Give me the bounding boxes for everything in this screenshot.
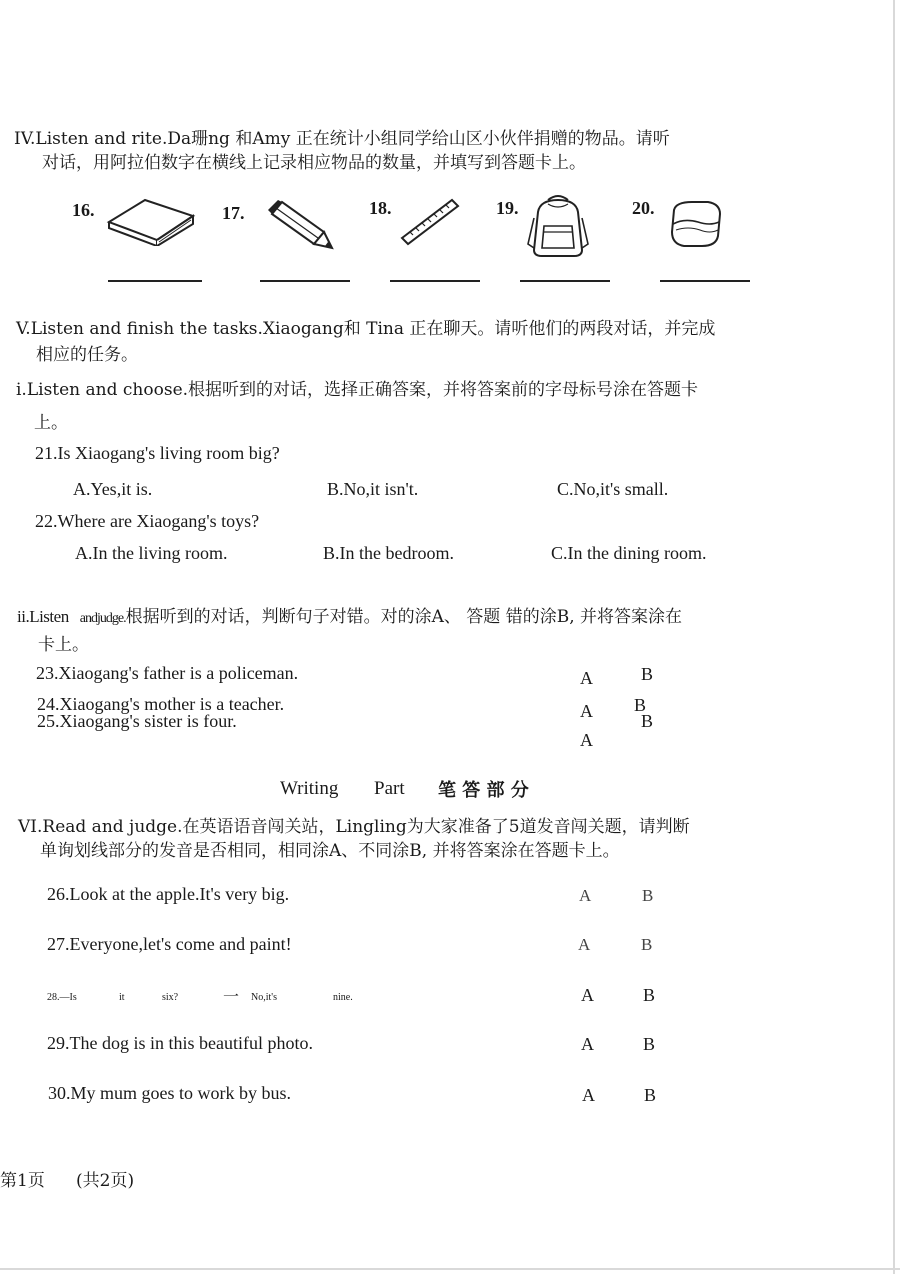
question-26-option-b[interactable]: B	[642, 886, 654, 905]
ruler-icon	[400, 198, 460, 246]
pencil-icon	[266, 198, 336, 250]
question-25: 25.Xiaogang's sister is four.	[37, 711, 237, 731]
book-icon	[105, 194, 197, 246]
question-30-option-a[interactable]: A	[582, 1085, 595, 1105]
part-i-instruction-line2: 上。	[34, 413, 68, 433]
question-26-option-a[interactable]: A	[579, 886, 592, 905]
writing-title-cn: 笔 答 部 分	[438, 780, 529, 801]
question-30: 30.My mum goes to work by bus.	[48, 1083, 291, 1103]
question-21-option-c[interactable]: C.No,it's small.	[557, 479, 669, 499]
question-23-option-b[interactable]: B	[641, 664, 654, 684]
question-21-option-b[interactable]: B.No,it isn't.	[327, 479, 419, 499]
question-27-option-a[interactable]: A	[578, 935, 591, 954]
footer-page-number: 第1页	[0, 1171, 45, 1191]
section5-instruction-line1: V.Listen and finish the tasks.Xiaogang和 Tina 正在聊天。请听他们的两段对话，并完成	[16, 319, 716, 339]
question-22-option-b[interactable]: B.In the bedroom.	[323, 543, 454, 563]
section6-instruction-line1: VI.Read and judge.在英语语音闯关站，Lingling为大家准备了5道发音闯关题，请判断	[18, 817, 690, 837]
answer-line-17[interactable]	[260, 280, 350, 282]
part-ii-label: ii.Listen	[17, 607, 69, 626]
question-24-option-b[interactable]: B	[634, 695, 647, 715]
item-number-16: 16.	[72, 200, 95, 220]
question-22-option-c[interactable]: C.In the dining room.	[551, 543, 707, 563]
item-number-20: 20.	[632, 198, 655, 218]
answer-line-16[interactable]	[108, 280, 202, 282]
question-28-option-b[interactable]: B	[643, 985, 656, 1005]
question-22-option-a[interactable]: A.In the living room.	[75, 543, 228, 563]
page-right-edge	[893, 0, 895, 1274]
answer-line-20[interactable]	[660, 280, 750, 282]
eraser-icon	[668, 200, 724, 250]
schoolbag-icon	[526, 192, 590, 258]
section6-instruction-line2: 单询划线部分的发音是否相同，相同涂A、不同涂B, 并将答案涂在答题卡上。	[40, 841, 620, 861]
answer-line-19[interactable]	[520, 280, 610, 282]
question-25-option-a[interactable]: A	[580, 730, 593, 750]
question-28-part5: nine.	[333, 992, 353, 1003]
section4-instruction-line2: 对话，用阿拉伯数字在横线上记录相应物品的数量，并填写到答题卡上。	[42, 153, 586, 173]
section4-instruction-line1: IV.Listen and rite.Da珊ng 和Amy 正在统计小组同学给山区小伙伴捐赠的物品。请听	[14, 129, 670, 149]
question-23: 23.Xiaogang's father is a policeman.	[36, 663, 299, 683]
question-28-part2: it	[119, 992, 125, 1003]
page-bottom-edge	[0, 1268, 900, 1270]
question-28-part3: six?	[162, 992, 179, 1003]
question-22: 22.Where are Xiaogang's toys?	[35, 511, 260, 531]
item-number-19: 19.	[496, 198, 519, 218]
footer-total-pages: (共2页)	[76, 1171, 135, 1191]
question-25-option-b[interactable]: B	[641, 711, 654, 731]
question-29-option-b[interactable]: B	[643, 1034, 656, 1054]
question-27: 27.Everyone,let's come and paint!	[47, 934, 292, 954]
question-21: 21.Is Xiaogang's living room big?	[35, 443, 280, 463]
question-30-option-b[interactable]: B	[644, 1085, 657, 1105]
part-ii-instruction-line2: 卡上。	[38, 635, 89, 655]
answer-line-18[interactable]	[390, 280, 480, 282]
question-28-option-a[interactable]: A	[581, 985, 594, 1005]
question-26: 26.Look at the apple.It's very big.	[47, 884, 290, 904]
part-ii-instruction-text: 根据听到的对话，判断句子对错。对的涂A、 答题 错的涂B, 并将答案涂在	[125, 607, 683, 627]
question-28-part1: 28.—Is	[47, 992, 77, 1003]
question-27-option-b[interactable]: B	[641, 935, 653, 954]
question-21-option-a[interactable]: A.Yes,it is.	[73, 479, 153, 499]
question-24: 24.Xiaogang's mother is a teacher.	[37, 694, 285, 714]
part-ii-instruction-line1	[17, 602, 682, 627]
question-24-option-a[interactable]: A	[580, 701, 593, 721]
writing-title-en1: Writing	[280, 778, 339, 799]
question-28-part4: No,it's	[251, 992, 277, 1003]
question-28-dash: 一	[223, 987, 240, 1006]
part-i-instruction-line1: i.Listen and choose.根据听到的对话，选择正确答案，并将答案前的字母标号涂在答题卡	[16, 380, 699, 400]
writing-title-en2: Part	[374, 778, 405, 799]
question-23-option-a[interactable]: A	[580, 668, 593, 688]
section5-instruction-line2: 相应的任务。	[36, 345, 138, 365]
item-number-18: 18.	[369, 198, 392, 218]
item-number-17: 17.	[222, 203, 245, 223]
question-29: 29.The dog is in this beautiful photo.	[47, 1033, 313, 1053]
part-ii-label-judge: andjudge.	[79, 611, 126, 626]
question-29-option-a[interactable]: A	[581, 1034, 594, 1054]
